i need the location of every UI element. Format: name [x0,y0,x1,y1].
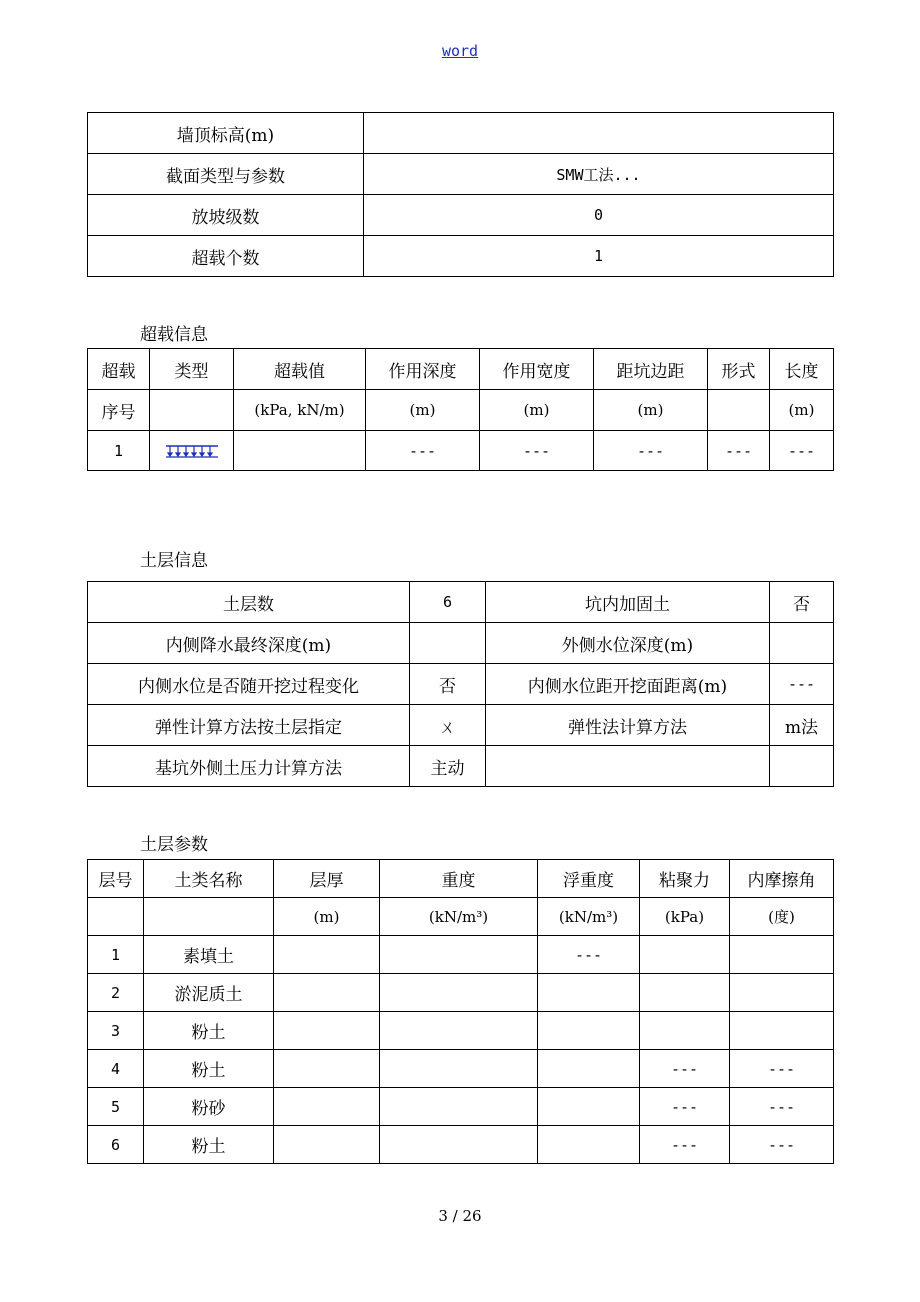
wall-label: 放坡级数 [88,195,364,236]
surcharge-form: --- [708,431,770,471]
table-row [88,113,834,154]
soil-info-section-title: 土层信息 [140,551,208,571]
table-row [88,582,834,623]
unit-weight [380,974,538,1012]
column-unit: (m) [366,390,480,431]
column-unit: (kPa) [640,898,730,936]
friction-angle: --- [730,1088,834,1126]
layer-number: 5 [88,1088,144,1126]
surcharge-table [87,348,834,471]
buoyant-weight [538,974,640,1012]
column-unit: (kN/m³) [538,898,640,936]
buoyant-weight [538,1126,640,1164]
soil-info-label: 内侧水位距开挖面距离(m) [486,664,770,705]
soil-info-value: 否 [410,664,486,705]
table-row [88,431,834,471]
unit-weight [380,1126,538,1164]
column-unit [144,898,274,936]
column-header: 类型 [150,349,234,390]
column-header: 超载 [88,349,150,390]
surcharge-depth: --- [366,431,480,471]
friction-angle: --- [730,1126,834,1164]
layer-thickness [274,974,380,1012]
friction-angle [730,974,834,1012]
column-header: 距坑边距 [594,349,708,390]
surcharge-section-title: 超载信息 [140,325,208,345]
soil-info-value: 否 [770,582,834,623]
surcharge-type-cell [150,431,234,471]
layer-thickness [274,1126,380,1164]
surcharge-width: --- [480,431,594,471]
column-unit: (m) [594,390,708,431]
column-unit [88,898,144,936]
table-row [88,974,834,1012]
table-row [88,1050,834,1088]
buoyant-weight [538,1088,640,1126]
table-row [88,154,834,195]
soil-info-label: 内侧水位是否随开挖过程变化 [88,664,410,705]
column-header: 浮重度 [538,860,640,898]
buoyant-weight [538,1050,640,1088]
soil-info-value: ㄨ [410,705,486,746]
unit-weight [380,1050,538,1088]
layer-number: 3 [88,1012,144,1050]
column-unit [150,390,234,431]
soil-name: 粉土 [144,1126,274,1164]
friction-angle [730,936,834,974]
cohesion: --- [640,1126,730,1164]
unit-weight [380,1088,538,1126]
column-unit: (kN/m³) [380,898,538,936]
column-header: 内摩擦角 [730,860,834,898]
wall-info-table [87,112,834,277]
wall-value [364,113,834,154]
soil-info-value: --- [770,664,834,705]
surcharge-index: 1 [88,431,150,471]
soil-info-value [770,623,834,664]
cohesion: --- [640,1088,730,1126]
column-header: 层厚 [274,860,380,898]
cohesion [640,974,730,1012]
surcharge-length: --- [770,431,834,471]
soil-name: 粉砂 [144,1088,274,1126]
cohesion [640,1012,730,1050]
soil-params-table [87,859,834,1164]
soil-info-label: 基坑外侧土压力计算方法 [88,746,410,787]
table-row [88,236,834,277]
column-unit: (m) [770,390,834,431]
table-row [88,195,834,236]
layer-number: 4 [88,1050,144,1088]
layer-number: 2 [88,974,144,1012]
layer-thickness [274,1050,380,1088]
surcharge-distance: --- [594,431,708,471]
soil-info-label: 弹性法计算方法 [486,705,770,746]
column-unit: (kPa, kN/m) [234,390,366,431]
layer-number: 1 [88,936,144,974]
column-header: 重度 [380,860,538,898]
wall-label: 截面类型与参数 [88,154,364,195]
buoyant-weight: --- [538,936,640,974]
table-row [88,1088,834,1126]
wall-label: 墙顶标高(m) [88,113,364,154]
column-header: 超载值 [234,349,366,390]
soil-info-value [410,623,486,664]
layer-thickness [274,1012,380,1050]
layer-thickness [274,936,380,974]
column-header: 作用深度 [366,349,480,390]
column-header: 长度 [770,349,834,390]
soil-info-label: 坑内加固土 [486,582,770,623]
column-unit: (m) [274,898,380,936]
friction-angle [730,1012,834,1050]
unit-weight [380,936,538,974]
table-units-row [88,390,834,431]
soil-name: 粉土 [144,1012,274,1050]
column-header: 层号 [88,860,144,898]
soil-info-value: m法 [770,705,834,746]
buoyant-weight [538,1012,640,1050]
friction-angle: --- [730,1050,834,1088]
layer-number: 6 [88,1126,144,1164]
soil-params-section-title: 土层参数 [140,835,208,855]
cohesion [640,936,730,974]
page-number: 3 / 26 [438,1207,482,1225]
soil-info-value: 主动 [410,746,486,787]
soil-name: 素填土 [144,936,274,974]
soil-info-label: 土层数 [88,582,410,623]
soil-info-value: 6 [410,582,486,623]
layer-thickness [274,1088,380,1126]
column-unit: (度) [730,898,834,936]
column-unit: (m) [480,390,594,431]
soil-info-label: 弹性计算方法按土层指定 [88,705,410,746]
table-header-row [88,349,834,390]
unit-weight [380,1012,538,1050]
distributed-load-icon [165,444,219,458]
table-row [88,623,834,664]
soil-info-label: 外侧水位深度(m) [486,623,770,664]
column-unit: 序号 [88,390,150,431]
soil-info-table [87,581,834,787]
soil-name: 淤泥质土 [144,974,274,1012]
column-header: 作用宽度 [480,349,594,390]
table-row [88,705,834,746]
table-row [88,936,834,974]
column-header: 粘聚力 [640,860,730,898]
header-word-link[interactable]: word [441,42,479,60]
soil-info-value [770,746,834,787]
cohesion: --- [640,1050,730,1088]
table-units-row [88,898,834,936]
wall-value: 1 [364,236,834,277]
column-header: 土类名称 [144,860,274,898]
wall-label: 超载个数 [88,236,364,277]
table-row [88,1126,834,1164]
wall-value: 0 [364,195,834,236]
table-row [88,664,834,705]
column-unit [708,390,770,431]
soil-name: 粉土 [144,1050,274,1088]
table-row [88,746,834,787]
soil-info-label: 内侧降水最终深度(m) [88,623,410,664]
table-header-row [88,860,834,898]
column-header: 形式 [708,349,770,390]
surcharge-value [234,431,366,471]
table-row [88,1012,834,1050]
soil-info-label [486,746,770,787]
wall-value: SMW工法... [364,154,834,195]
